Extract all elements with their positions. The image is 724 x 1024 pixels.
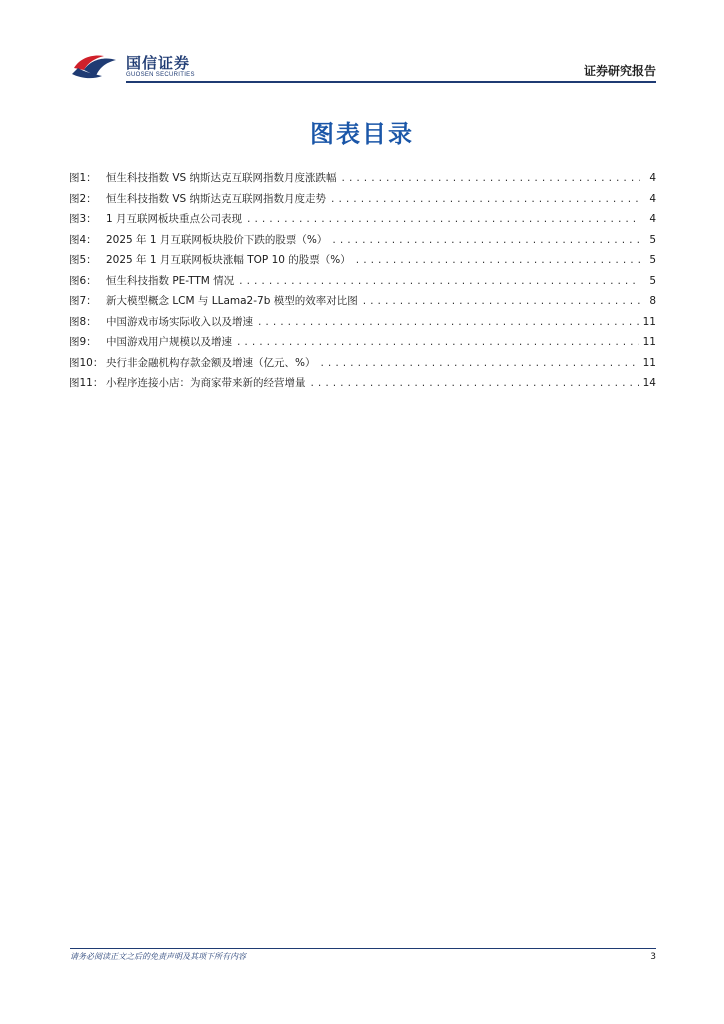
toc-entry-label: 图7： — [69, 295, 97, 307]
header-divider — [126, 81, 656, 83]
report-type-label: 证券研究报告 — [583, 64, 656, 78]
toc-entry-label: 图6： — [69, 274, 97, 287]
toc-entry[interactable] — [69, 252, 656, 273]
toc-entry-title: 2025 年 1 月互联网板块股价下跌的股票（%） — [106, 233, 328, 246]
toc-entry[interactable] — [69, 170, 656, 191]
toc-entry-label: 图1： — [69, 172, 97, 184]
footer-divider — [70, 948, 656, 949]
toc-entry-page-number: 5 — [649, 274, 656, 287]
toc-entry-label: 图4： — [69, 233, 97, 246]
toc-dot-leader — [330, 195, 640, 205]
toc-dot-leader — [341, 174, 640, 184]
toc-entry-label: 图5： — [69, 254, 97, 266]
logo-chinese-name: 国信证券 — [126, 54, 191, 72]
toc-entry[interactable] — [69, 293, 656, 314]
toc-dot-leader — [310, 379, 639, 389]
toc-entry[interactable] — [69, 191, 656, 212]
toc-dot-leader — [257, 318, 639, 328]
toc-entry-title: 中国游戏市场实际收入以及增速 — [106, 315, 253, 328]
toc-entry-page-number: 8 — [649, 295, 656, 307]
toc-entry[interactable] — [69, 334, 656, 355]
toc-entry-label: 图10： — [69, 356, 104, 369]
page-number: 3 — [650, 952, 656, 962]
toc-entry-page-number: 5 — [649, 233, 656, 246]
toc-dot-leader — [236, 338, 639, 348]
toc-entry-page-number: 11 — [642, 356, 656, 369]
toc-entry-title: 新大模型概念 LCM 与 LLama2-7b 模型的效率对比图 — [106, 295, 358, 307]
toc-dot-leader — [355, 256, 640, 266]
toc-dot-leader — [238, 277, 640, 287]
toc-entry-title: 恒生科技指数 VS 纳斯达克互联网指数月度走势 — [106, 192, 327, 205]
toc-entry-title: 恒生科技指数 VS 纳斯达克互联网指数月度涨跌幅 — [106, 172, 337, 184]
toc-entry-title: 恒生科技指数 PE-TTM 情况 — [106, 274, 235, 287]
table-of-figures — [69, 170, 656, 396]
toc-entry-page-number: 4 — [649, 213, 656, 225]
toc-entry-label: 图11： — [69, 377, 104, 389]
toc-entry-page-number: 11 — [642, 336, 656, 348]
toc-entry[interactable] — [69, 273, 656, 294]
footer-disclaimer: 请务必阅读正文之后的免责声明及其项下所有内容 — [70, 952, 246, 961]
toc-entry-page-number: 14 — [642, 377, 656, 389]
toc-entry-page-number: 5 — [649, 254, 656, 266]
toc-entry[interactable] — [69, 375, 656, 396]
toc-dot-leader — [331, 236, 640, 246]
toc-dot-leader — [362, 297, 640, 307]
toc-dot-leader — [246, 215, 640, 225]
toc-entry-label: 图2： — [69, 192, 97, 205]
toc-entry-page-number: 11 — [642, 315, 656, 328]
toc-entry-title: 小程序连接小店：为商家带来新的经营增量 — [106, 377, 306, 389]
toc-entry[interactable] — [69, 314, 656, 335]
guosen-logo-icon — [70, 52, 122, 82]
toc-entry-title: 2025 年 1 月互联网板块涨幅 TOP 10 的股票（%） — [106, 254, 351, 266]
logo-english-name: GUOSEN SECURITIES — [126, 72, 195, 78]
page-title: 图表目录 — [310, 120, 414, 148]
toc-entry-label: 图8： — [69, 315, 97, 328]
toc-entry-label: 图9： — [69, 336, 97, 348]
toc-entry[interactable] — [69, 355, 656, 376]
guosen-logo — [70, 50, 210, 84]
page-header — [70, 50, 656, 84]
toc-dot-leader — [319, 359, 638, 369]
toc-entry-label: 图3： — [69, 213, 97, 225]
toc-entry-title: 1 月互联网板块重点公司表现 — [106, 213, 243, 225]
toc-entry-page-number: 4 — [649, 172, 656, 184]
toc-entry-page-number: 4 — [649, 192, 656, 205]
toc-entry[interactable] — [69, 211, 656, 232]
toc-entry[interactable] — [69, 232, 656, 253]
toc-entry-title: 中国游戏用户规模以及增速 — [106, 336, 232, 348]
toc-entry-title: 央行非金融机构存款金额及增速（亿元、%） — [106, 356, 316, 369]
